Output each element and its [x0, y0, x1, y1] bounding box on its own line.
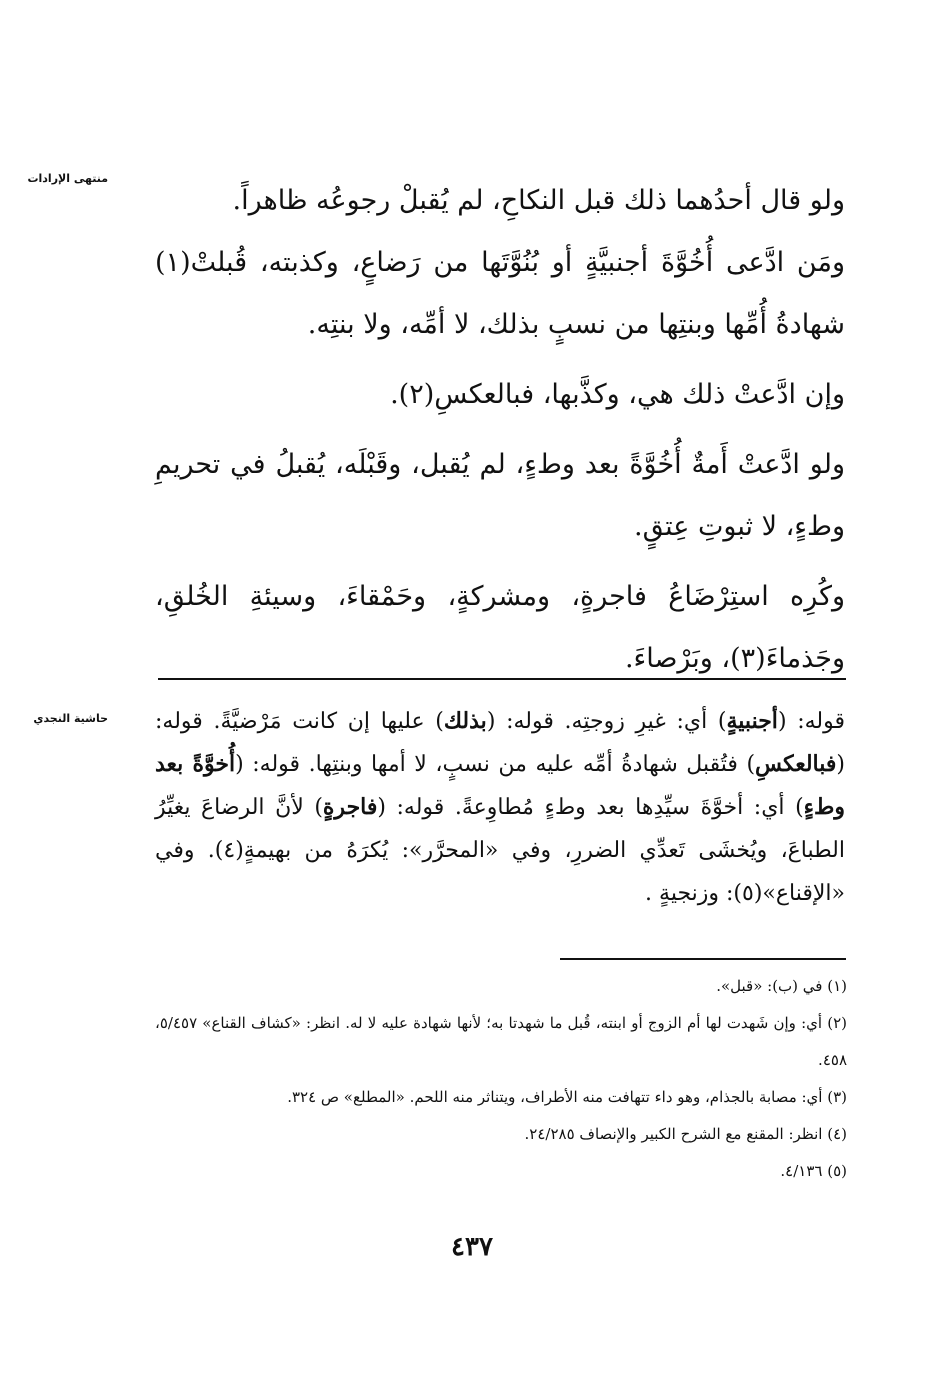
footnote: (٢) أي: وإن شَهدت لها أم الزوج أو ابنته، قُبل ما شهدتا به؛ لأنها شهادة عليه لا له. انظر: «كشاف القناع» ٥/٤٥٧، ٤٥٨.: [155, 1014, 847, 1069]
main-text: [155, 170, 845, 690]
hashiya-segment: ) عليها إن كانت مَرْضيَّةً. قوله: (: [155, 709, 845, 777]
side-label-source: منتهى الإرادات: [27, 172, 108, 185]
hashiya-term: فاجرةٍ: [322, 794, 378, 820]
main-paragraph: وإن ادَّعتْ ذلك هي، وكذَّبها، فبالعكسِ(٢).: [390, 379, 845, 410]
footnote-divider: [560, 958, 846, 960]
main-paragraph: ومَن ادَّعى أُخُوَّةَ أجنبيَّةٍ أو بُنُوَّتَها من رَضاعٍ، وكذبته، قُبلتْ(١) شهادةُ أُمِّها وبنتِها من نسبٍ بذلك، لا أمِّه، ولا بنتِه.: [155, 247, 845, 340]
footnote: (١) في (ب): «قبل».: [716, 977, 847, 995]
main-paragraph: ولو قال أحدُهما ذلك قبل النكاحِ، لم يُقبلْ رجوعُه ظاهراً.: [232, 185, 845, 216]
footnote: (٥) ٤/١٣٦.: [780, 1162, 847, 1180]
page-number: ٤٣٧: [451, 1232, 493, 1262]
hashiya-term: فبالعكسِ: [755, 751, 837, 777]
side-label-hashiya: حاشية النجدي: [33, 712, 108, 725]
footnote: (٤) انظر: المقنع مع الشرح الكبير والإنصاف ٢٤/٢٨٥.: [524, 1125, 847, 1143]
main-paragraph: ولو ادَّعتْ أَمةٌ أُخُوَّةً بعد وطءٍ، لم يُقبل، وقَبْلَه، يُقبلُ في تحريمِ وطءٍ، لا ثبوتِ عِتقٍ.: [155, 449, 845, 542]
hashiya-paragraph: [155, 700, 845, 915]
footnote: (٣) أي: مصابة بالجذام، وهو داء تتهافت منه الأطراف، ويتناثر منه اللحم. «المطلع» ص ٣٢٤.: [287, 1088, 847, 1106]
hashiya-term: أُخوَّةً بعد وطءٍ: [155, 751, 845, 820]
hashiya-term: أجنبيةٍ: [726, 708, 778, 734]
footnotes: [155, 968, 847, 1190]
hashiya-term: بذلك: [443, 708, 487, 734]
hashiya-segment: ) أي: غيرِ زوجتِه. قوله: (: [486, 709, 727, 734]
hashiya-text: [155, 700, 845, 915]
hashiya-segment: ) لأنَّ الرضاعَ يغيِّرُ الطباعَ، ويُخشَى تَعدِّي الضررِ، وفي «المحرَّر»: يُكرَهُ من بهيمةٍ(٤). وفي «الإقناع»(٥): وزنجيةٍ .: [155, 795, 845, 906]
main-paragraph: وكُرِه استِرْضَاعُ فاجرةٍ، ومشركةٍ، وحَمْقاءَ، وسيئةِ الخُلقِ، وجَذماءَ(٣)، وبَرْصاءَ.: [155, 581, 845, 674]
hashiya-segment: قوله: (: [777, 709, 845, 734]
main-divider: [158, 678, 846, 680]
hashiya-segment: ) فتُقبل شهادةُ أمِّه عليه من نسبٍ، لا أمها وبنتِها. قوله: (: [235, 752, 756, 777]
hashiya-segment: ) أي: أخوَّةَ سيِّدِها بعد وطءٍ مُطاوِعةً. قوله: (: [377, 795, 804, 820]
